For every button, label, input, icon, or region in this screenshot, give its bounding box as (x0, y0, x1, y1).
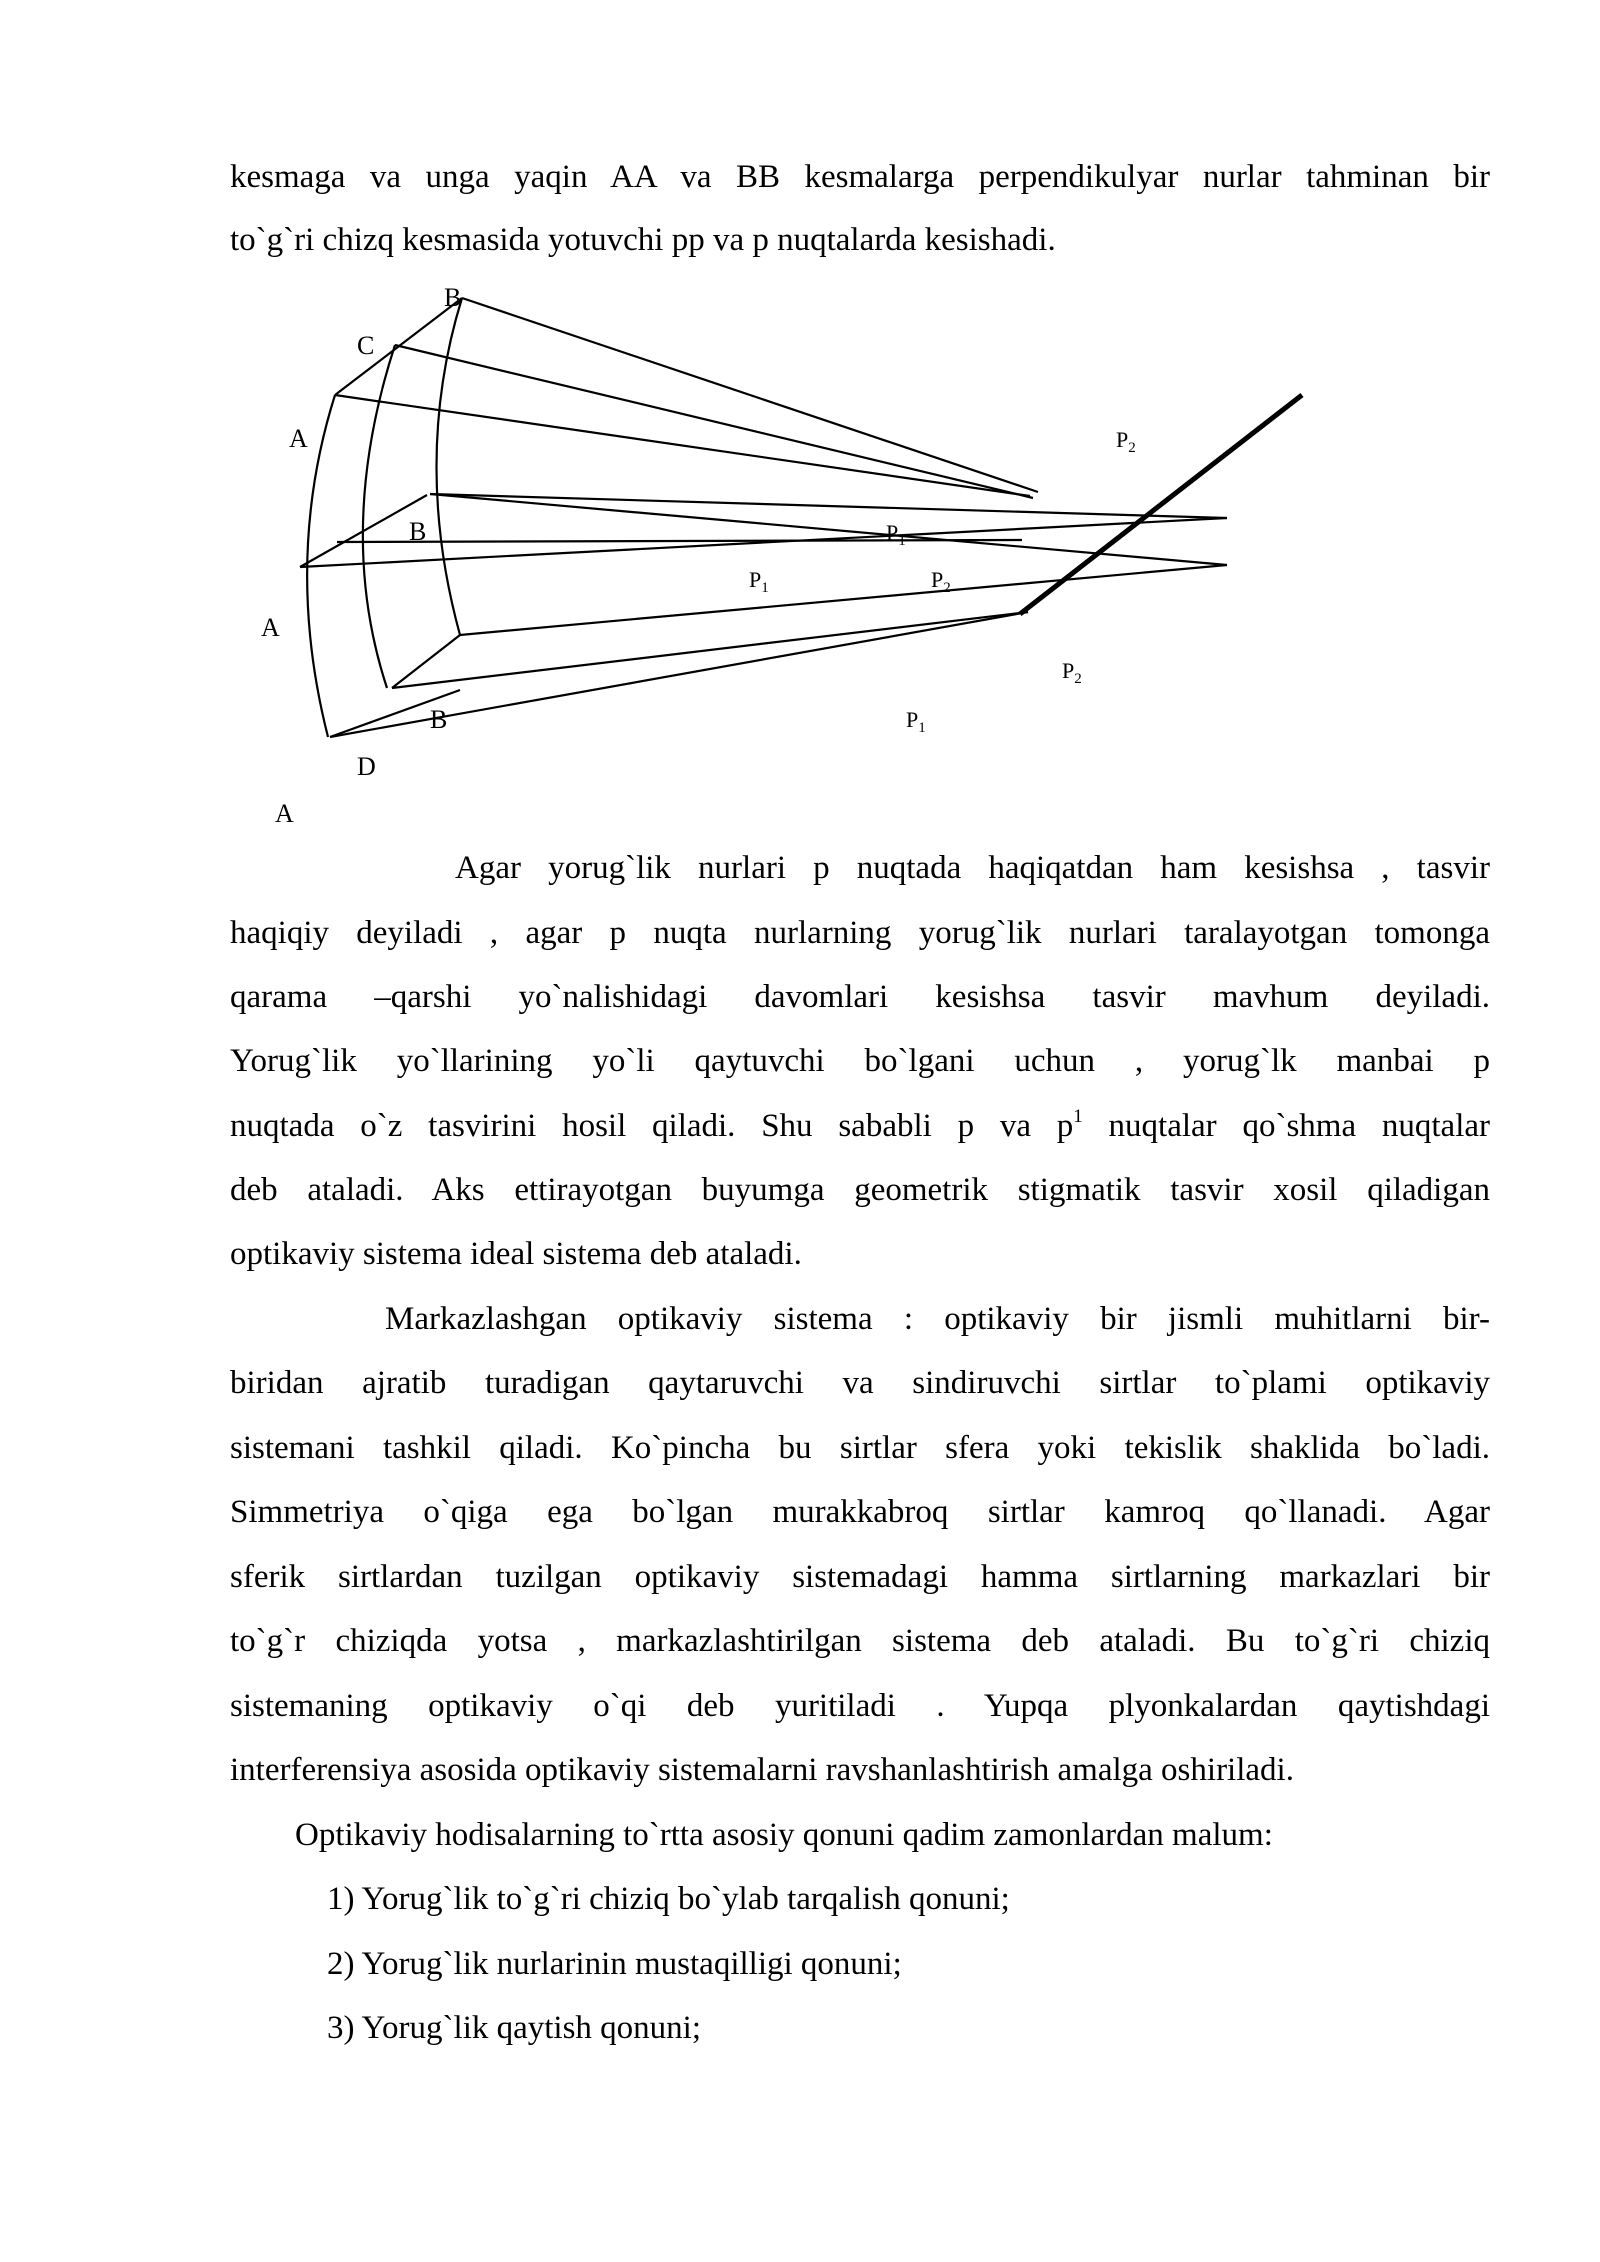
label-a: A (289, 424, 308, 453)
label-p2: $P_2$ (1116, 427, 1136, 456)
ray (392, 612, 1028, 688)
text-line: interferensiya asosida optikaviy sistemalarni ravshanlashtirish amalga oshiriladi. (230, 1752, 1294, 1788)
ray (337, 540, 1022, 542)
mirror-line (1020, 395, 1302, 614)
text-line: to`g`r chiziqda yotsa , markazlashtirilgan sistema deb ataladi. Bu to`g`ri chiziq (230, 1623, 1490, 1659)
label-b: B (409, 517, 427, 546)
label-p1: $P_1$ (749, 567, 769, 596)
label-p1: $P_1$ (886, 520, 906, 549)
label-p2: $P_2$ (931, 567, 951, 596)
text-line: sferik sirtlardan tuzilgan optikaviy sistemadagi hamma sirtlarning markazlari bir (230, 1559, 1490, 1595)
list-item: 3) Yorug`lik qaytish qonuni; (327, 2010, 702, 2046)
label-b: B (444, 283, 462, 312)
text-line: kesmaga va unga yaqin AA va BB kesmalarga perpendikulyar nurlar tahminan bir (230, 159, 1490, 195)
label-p2: $P_2$ (1062, 658, 1082, 687)
text-line: nuqtada o`z tasvirini hosil qiladi. Shu sababli p va $p^1$ nuqtalar qo`shma nuqtalar (230, 1106, 1490, 1144)
ray (460, 565, 1227, 635)
text-line: Optikaviy hodisalarning to`rtta asosiy qonuni qadim zamonlardan malum: (295, 1817, 1273, 1853)
text-line: Simmetriya o`qiga ega bo`lgan murakkabroq sirtlar kamroq qo`llanadi. Agar (230, 1494, 1490, 1530)
text-line: deb ataladi. Aks ettirayotgan buyumga geometrik stigmatik tasvir xosil qiladigan (230, 1172, 1490, 1208)
text-line: sistemani tashkil qiladi. Ko`pincha bu sirtlar sfera yoki tekislik shaklida bo`ladi. (230, 1430, 1490, 1466)
label-d: D (357, 752, 376, 781)
ray (430, 494, 1227, 518)
text-line: Yorug`lik yo`llarining yo`li qaytuvchi bo`lgani uchun , yorug`lk manbai p (230, 1043, 1490, 1079)
text-line: optikaviy sistema ideal sistema deb ataladi. (230, 1236, 802, 1272)
wavefront-arc-inner (436, 298, 462, 635)
label-c: C (357, 331, 375, 360)
text-line: to`g`ri chizq kesmasida yotuvchi pp va p nuqtalarda kesishadi. (230, 222, 1056, 258)
list-item: 2) Yorug`lik nurlarinin mustaqilligi qonuni; (327, 1946, 902, 1982)
ray (462, 298, 1038, 492)
text-line: sistemaning optikaviy o`qi deb yuritiladi . Yupqa plyonkalardan qaytishdagi (230, 1688, 1490, 1724)
ray (395, 345, 1033, 498)
label-a: A (261, 613, 280, 642)
text-line: biridan ajratib turadigan qaytaruvchi va sindiruvchi sirtlar to`plami optikaviy (230, 1365, 1490, 1401)
label-p1: $P_1$ (906, 707, 926, 736)
text-line: qarama –qarshi yo`nalishidagi davomlari kesishsa tasvir mavhum deyiladi. (230, 979, 1490, 1015)
optics-ray-diagram (0, 0, 1600, 840)
text-line: Markazlashgan optikaviy sistema : optikaviy bir jismli muhitlarni bir- (385, 1301, 1490, 1337)
list-item: 1) Yorug`lik to`g`ri chiziq bo`ylab tarqalish qonuni; (327, 1881, 1010, 1917)
ray (335, 395, 1030, 496)
label-b: B (430, 705, 448, 734)
text-line: Agar yorug`lik nurlari p nuqtada haqiqatdan ham kesishsa , tasvir (455, 850, 1490, 886)
label-a: A (275, 799, 294, 828)
text-line: haqiqiy deyiladi , agar p nuqta nurlarning yorug`lik nurlari taralayotgan tomonga (230, 915, 1490, 951)
